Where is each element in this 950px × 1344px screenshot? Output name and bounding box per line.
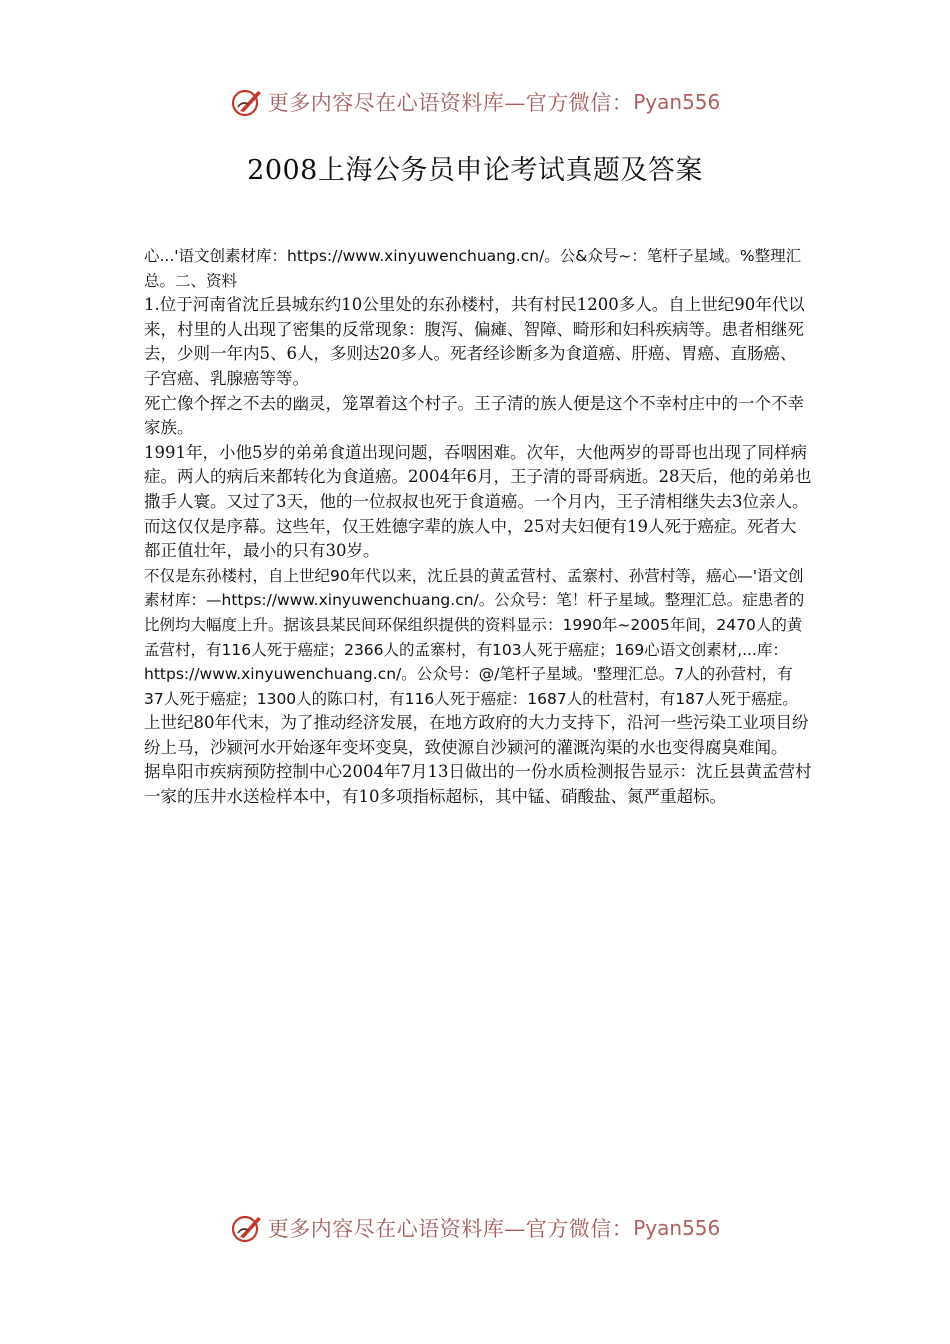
banner-text: 更多内容尽在心语资料库—官方微信： — [267, 91, 634, 115]
banner-wechat: Pyan556 — [633, 90, 721, 114]
paragraph-7: 据阜阳市疾病预防控制中心2004年7月13日做出的一份水质检测报告显示：沈丘县黄孟营村一家的压井水送检样本中，有10多项指标超标，其中锰、硝酸盐、氮严重超标。 — [144, 762, 812, 807]
banner-text: 更多内容尽在心语资料库—官方微信： — [267, 1217, 634, 1241]
paragraph-3: 1991年，小他5岁的弟弟食道出现问题，吞咽困难。次年，大他两岁的哥哥也出现了同样病症。两人的病后来都转化为食道癌。2004年6月，王子清的哥哥病逝。28天后，他的弟弟也撒手人寰。又过了3天，他的一位叔叔也死于食道癌。一个月内，王子清相继失去3位亲人。 — [144, 442, 812, 511]
footer-banner — [0, 1208, 950, 1248]
paragraph-4: 而这仅仅是序幕。这些年，仅王姓德字辈的族人中，25对夫妇便有19人死于癌症。死者大都正值壮年，最小的只有30岁。 — [144, 516, 797, 561]
paragraph-1: 1.位于河南省沈丘县城东约10公里处的东孙楼村，共有村民1200多人。自上世纪90年代以来，村里的人出现了密集的反常现象：腹泻、偏瘫、智障、畸形和妇科疾病等。患者相继死去，少则一年内5、6人，多则达20多人。死者经诊断多为食道癌、肝癌、胃癌、直肠癌、子宫癌、乳腺癌等等。 — [144, 295, 805, 388]
quill-logo-icon — [230, 1211, 264, 1245]
banner-wechat: Pyan556 — [633, 1216, 721, 1240]
paragraph-5: 不仅是东孙楼村，自上世纪90年代以来，沈丘县的黄孟营村、孟寨村、孙营村等，癌心—'语文创素材库：—https://www.xinyuwenchuang.cn/。公众号：笔！杆子星域。整理汇总。症患者的比例均大幅度上升。据该县某民间环保组织提供的资料显示：1990年~2005年间，2470人的黄孟营村，有116人死于癌症；2366人的孟寨村，有103人死于癌症；169心语文创素材,...库：https://www.xinyuwenchuang.cn/。公众号：@/笔杆子星域。'整理汇总。7人的孙营村，有37人死于癌症；1300人的陈口村，有116人死于癌症：1687人的杜营村，有187人死于癌症。 — [144, 566, 805, 708]
document-body — [144, 244, 812, 810]
quill-logo-icon — [230, 85, 264, 119]
header-banner — [0, 82, 950, 122]
document-title: 2008上海公务员申论考试真题及答案 — [247, 155, 703, 186]
paragraph-6: 上世纪80年代末，为了推动经济发展，在地方政府的大力支持下，沿河一些污染工业项目纷纷上马，沙颍河水开始逐年变坏变臭，致使源自沙颍河的灌溉沟渠的水也变得腐臭难闻。 — [144, 713, 809, 757]
paragraph-watermark-1: 心...'语文创素材库：https://www.xinyuwenchuang.cn/。公&众号~：笔杆子星域。%整理汇总。二、资料 — [144, 247, 802, 290]
paragraph-2: 死亡像个挥之不去的幽灵，笼罩着这个村子。王子清的族人便是这个不幸村庄中的一个不幸家族。 — [144, 393, 804, 438]
